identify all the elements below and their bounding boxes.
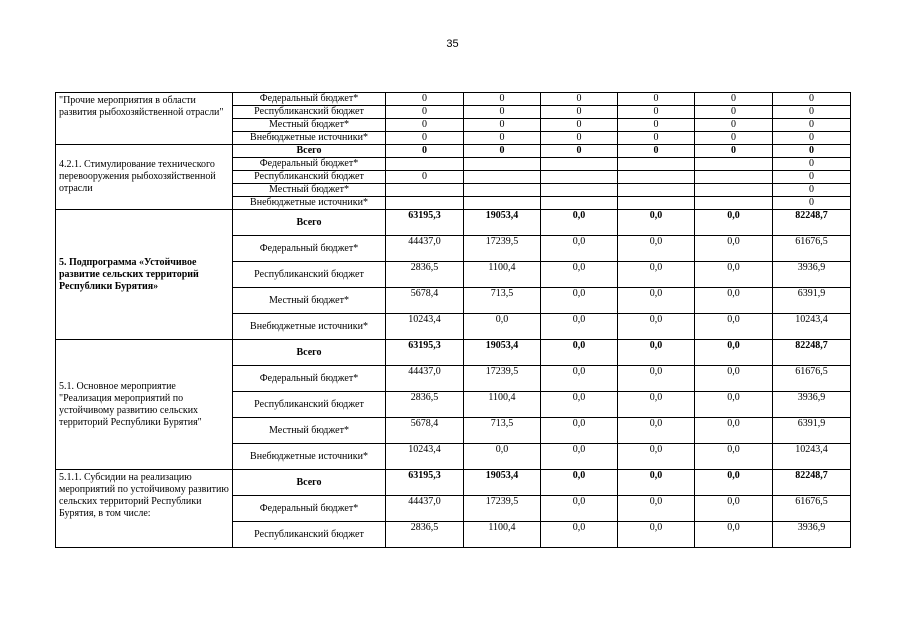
funding-source-cell: Местный бюджет*	[233, 119, 386, 132]
value-cell: 63195,3	[386, 470, 464, 496]
value-cell: 0	[773, 93, 851, 106]
value-cell: 1100,4	[464, 522, 541, 548]
budget-table	[55, 92, 851, 548]
value-cell: 0,0	[695, 418, 773, 444]
value-cell: 5678,4	[386, 288, 464, 314]
value-cell: 17239,5	[464, 236, 541, 262]
value-cell: 0,0	[695, 314, 773, 340]
value-cell: 0,0	[541, 470, 618, 496]
funding-source-cell: Внебюджетные источники*	[233, 132, 386, 145]
value-cell: 61676,5	[773, 366, 851, 392]
value-cell	[464, 171, 541, 184]
value-cell: 0	[695, 132, 773, 145]
value-cell: 0,0	[695, 522, 773, 548]
value-cell	[541, 197, 618, 210]
funding-source-cell: Республиканский бюджет	[233, 522, 386, 548]
value-cell: 0,0	[618, 340, 695, 366]
value-cell	[695, 158, 773, 171]
table-row	[56, 145, 851, 158]
value-cell: 0	[773, 184, 851, 197]
funding-source-cell: Местный бюджет*	[233, 184, 386, 197]
value-cell: 0,0	[695, 444, 773, 470]
funding-source-cell: Внебюджетные источники*	[233, 197, 386, 210]
value-cell: 63195,3	[386, 340, 464, 366]
value-cell: 6391,9	[773, 418, 851, 444]
value-cell: 713,5	[464, 288, 541, 314]
value-cell: 0	[386, 119, 464, 132]
funding-source-cell: Всего	[233, 340, 386, 366]
value-cell	[464, 158, 541, 171]
value-cell: 0	[618, 145, 695, 158]
value-cell: 0,0	[541, 210, 618, 236]
value-cell: 0,0	[618, 444, 695, 470]
value-cell: 3936,9	[773, 392, 851, 418]
value-cell: 0	[541, 106, 618, 119]
value-cell: 0,0	[618, 496, 695, 522]
value-cell: 0	[464, 145, 541, 158]
funding-source-cell: Федеральный бюджет*	[233, 93, 386, 106]
value-cell	[386, 197, 464, 210]
value-cell: 61676,5	[773, 496, 851, 522]
value-cell: 0,0	[541, 444, 618, 470]
value-cell: 0,0	[541, 496, 618, 522]
value-cell: 82248,7	[773, 210, 851, 236]
value-cell: 61676,5	[773, 236, 851, 262]
measure-name-cell: 5. Подпрограмма «Устойчивое развитие сельских территорий Республики Бурятия»	[56, 210, 233, 340]
measure-name-cell: 4.2.1. Стимулирование технического перевооружения рыбохозяйственной отрасли	[56, 145, 233, 210]
value-cell: 2836,5	[386, 392, 464, 418]
value-cell: 0	[386, 171, 464, 184]
value-cell: 0,0	[541, 262, 618, 288]
value-cell: 6391,9	[773, 288, 851, 314]
value-cell: 0,0	[618, 314, 695, 340]
value-cell: 0	[773, 106, 851, 119]
value-cell	[695, 197, 773, 210]
value-cell: 0,0	[541, 236, 618, 262]
value-cell	[464, 184, 541, 197]
value-cell: 0	[695, 106, 773, 119]
funding-source-cell: Республиканский бюджет	[233, 106, 386, 119]
value-cell: 0	[695, 119, 773, 132]
funding-source-cell: Всего	[233, 145, 386, 158]
value-cell: 0	[464, 106, 541, 119]
value-cell: 0	[386, 145, 464, 158]
funding-source-cell: Федеральный бюджет*	[233, 366, 386, 392]
value-cell: 0,0	[695, 366, 773, 392]
value-cell: 3936,9	[773, 522, 851, 548]
value-cell	[618, 158, 695, 171]
value-cell: 0	[464, 119, 541, 132]
value-cell: 0	[464, 132, 541, 145]
value-cell: 17239,5	[464, 366, 541, 392]
value-cell: 713,5	[464, 418, 541, 444]
value-cell	[618, 171, 695, 184]
value-cell: 1100,4	[464, 262, 541, 288]
value-cell: 0	[386, 106, 464, 119]
value-cell	[695, 171, 773, 184]
value-cell: 0	[773, 132, 851, 145]
value-cell: 0,0	[541, 340, 618, 366]
measure-name-cell: "Прочие мероприятия в области развития рыбохозяйственной отрасли"	[56, 93, 233, 145]
value-cell: 63195,3	[386, 210, 464, 236]
funding-source-cell: Республиканский бюджет	[233, 392, 386, 418]
value-cell: 82248,7	[773, 470, 851, 496]
value-cell: 19053,4	[464, 470, 541, 496]
value-cell: 0	[618, 132, 695, 145]
table-body	[56, 93, 851, 548]
funding-source-cell: Внебюджетные источники*	[233, 444, 386, 470]
value-cell: 10243,4	[773, 444, 851, 470]
value-cell: 0	[541, 145, 618, 158]
value-cell: 0	[386, 132, 464, 145]
funding-source-cell: Федеральный бюджет*	[233, 158, 386, 171]
value-cell: 2836,5	[386, 262, 464, 288]
measure-name-cell: 5.1.1. Субсидии на реализацию мероприятий по устойчивому развитию сельских территорий Республики Бурятия, в том числе:	[56, 470, 233, 548]
value-cell: 0,0	[695, 288, 773, 314]
funding-source-cell: Всего	[233, 470, 386, 496]
table-row	[56, 470, 851, 496]
value-cell	[618, 197, 695, 210]
value-cell: 0	[618, 93, 695, 106]
table-row	[56, 93, 851, 106]
funding-source-cell: Местный бюджет*	[233, 418, 386, 444]
value-cell	[541, 184, 618, 197]
value-cell: 19053,4	[464, 210, 541, 236]
page-number: 35	[446, 38, 459, 50]
value-cell: 44437,0	[386, 496, 464, 522]
value-cell: 0,0	[541, 418, 618, 444]
value-cell	[695, 184, 773, 197]
value-cell: 0,0	[695, 210, 773, 236]
value-cell: 0,0	[618, 366, 695, 392]
value-cell: 0,0	[541, 314, 618, 340]
value-cell: 82248,7	[773, 340, 851, 366]
value-cell: 0	[695, 93, 773, 106]
funding-source-cell: Федеральный бюджет*	[233, 236, 386, 262]
value-cell: 3936,9	[773, 262, 851, 288]
value-cell: 2836,5	[386, 522, 464, 548]
value-cell: 0	[773, 158, 851, 171]
value-cell: 0,0	[541, 392, 618, 418]
value-cell: 0,0	[464, 444, 541, 470]
table-row	[56, 340, 851, 366]
value-cell	[386, 158, 464, 171]
value-cell: 10243,4	[773, 314, 851, 340]
measure-name-cell: 5.1. Основное мероприятие "Реализация мероприятий по устойчивому развитию сельских территорий Республики Бурятия"	[56, 340, 233, 470]
value-cell: 44437,0	[386, 366, 464, 392]
value-cell: 0	[773, 119, 851, 132]
funding-source-cell: Местный бюджет*	[233, 288, 386, 314]
value-cell: 0,0	[618, 470, 695, 496]
value-cell	[464, 197, 541, 210]
funding-source-cell: Республиканский бюджет	[233, 171, 386, 184]
value-cell: 0,0	[618, 418, 695, 444]
value-cell: 0	[618, 119, 695, 132]
value-cell: 0	[773, 145, 851, 158]
value-cell: 10243,4	[386, 444, 464, 470]
value-cell: 0	[464, 93, 541, 106]
value-cell: 0,0	[695, 392, 773, 418]
value-cell: 19053,4	[464, 340, 541, 366]
value-cell: 0,0	[695, 470, 773, 496]
value-cell: 0,0	[618, 210, 695, 236]
value-cell: 0	[773, 171, 851, 184]
value-cell: 0,0	[618, 522, 695, 548]
value-cell: 0	[618, 106, 695, 119]
value-cell	[541, 158, 618, 171]
value-cell: 44437,0	[386, 236, 464, 262]
value-cell	[541, 171, 618, 184]
value-cell: 0	[541, 132, 618, 145]
value-cell: 0	[541, 93, 618, 106]
value-cell: 0,0	[618, 392, 695, 418]
value-cell: 0,0	[541, 288, 618, 314]
value-cell: 10243,4	[386, 314, 464, 340]
value-cell: 0,0	[541, 366, 618, 392]
value-cell	[386, 184, 464, 197]
value-cell: 5678,4	[386, 418, 464, 444]
value-cell: 17239,5	[464, 496, 541, 522]
value-cell: 0	[386, 93, 464, 106]
value-cell: 0,0	[618, 262, 695, 288]
funding-source-cell: Всего	[233, 210, 386, 236]
value-cell: 0	[541, 119, 618, 132]
value-cell: 0,0	[695, 236, 773, 262]
value-cell: 1100,4	[464, 392, 541, 418]
value-cell	[618, 184, 695, 197]
table-row	[56, 210, 851, 236]
funding-source-cell: Республиканский бюджет	[233, 262, 386, 288]
value-cell: 0	[773, 197, 851, 210]
value-cell: 0,0	[464, 314, 541, 340]
funding-source-cell: Федеральный бюджет*	[233, 496, 386, 522]
value-cell: 0,0	[618, 288, 695, 314]
funding-source-cell: Внебюджетные источники*	[233, 314, 386, 340]
value-cell: 0,0	[695, 340, 773, 366]
value-cell: 0	[695, 145, 773, 158]
value-cell: 0,0	[695, 496, 773, 522]
value-cell: 0,0	[695, 262, 773, 288]
value-cell: 0,0	[618, 236, 695, 262]
value-cell: 0,0	[541, 522, 618, 548]
